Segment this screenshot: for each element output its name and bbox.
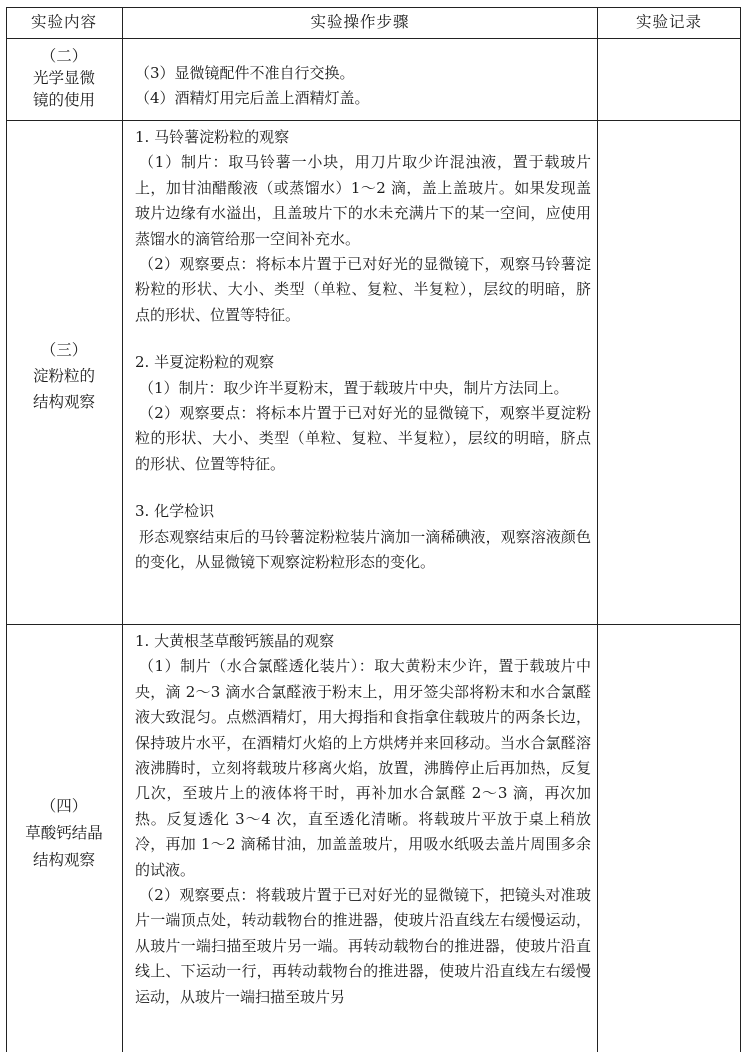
row-label (6, 45, 122, 111)
step-paragraph: （1）制片（水合氯醛透化装片）：取大黄粉末少许，置于载玻片中央，滴 2～3 滴水合氯醛液于粉末上，用牙签尖部将粉末和水合氯醛液大致混匀。点燃酒精灯，用大拇指和食指拿住载玻片的两条长边，保持玻片水平，在酒精灯火焰的上方烘烤并来回移动。当水合氯醛溶液沸腾时，立刻将载玻片移离火焰，放置，沸腾停止后再加热，反复几次，至玻片上的液体将干时，再补加水合氯醛 2～3 滴，再次加热。反复透化 3～4 次，直至透化清晰。将载玻片平放于桌上稍放冷，再加 1～2 滴稀甘油，加盖盖玻片，用吸水纸吸去盖片周围多余的试液。 (135, 657, 591, 879)
col-divider-2 (597, 7, 598, 1052)
row-steps (123, 629, 597, 1010)
step-paragraph: （2）观察要点：将载玻片置于已对好光的显微镜下，把镜头对准玻片一端顶点处，转动载物台的推进器，使玻片沿直线左右缓慢运动，从玻片一端扫描至玻片另一端。再转动载物台的推进器，使玻片沿直线上、下运动一行，再转动载物台的推进器，使玻片沿直线左右缓慢运动，从玻片一端扫描至玻片另 (135, 886, 591, 1006)
row-label-line: 淀粉粒的 (32, 367, 95, 385)
step-heading: 2. 半夏淀粉粒的观察 (135, 353, 275, 372)
step-heading: 3. 化学检识 (135, 502, 215, 521)
step-paragraph: 形态观察结束后的马铃薯淀粉粒装片滴加一滴稀碘液，观察溶液颜色的变化，从显微镜下观察淀粉粒形态的变化。 (135, 527, 591, 572)
step-heading: 1. 大黄根茎草酸钙簇晶的观察 (135, 632, 335, 650)
row-label (6, 337, 122, 415)
row-label-line: （三） (40, 341, 88, 359)
step-paragraph: （1）制片：取马铃薯一小块，用刀片取少许混浊液，置于载玻片上，加甘油醋酸液（或蒸馏水）1～2 滴，盖上盖玻片。如果发现盖玻片边缘有水溢出，且盖玻片下的水未充满片下的某一空间，应使用蒸馏水的滴管给那一空间补充水。 (135, 153, 591, 248)
step-paragraph: （1）制片：取少许半夏粉末，置于载玻片中央，制片方法同上。 (139, 378, 569, 397)
row-label-line: （四） (40, 797, 88, 815)
header-bottom-border (6, 38, 741, 39)
step-paragraph: （2）观察要点：将标本片置于已对好光的显微镜下，观察半夏淀粉粒的形状、大小、类型（单粒、复粒、半复粒），层纹的明暗，脐点的形状、位置等特征。 (135, 404, 591, 473)
step-heading: 1. 马铃薯淀粉粒的观察 (135, 128, 290, 146)
row-label-line: 结构观察 (32, 393, 95, 411)
row-label (6, 793, 122, 874)
row2-top-border (6, 120, 741, 121)
table-right-border (740, 7, 741, 1052)
row-steps (123, 61, 597, 112)
row-label-line: （二） (40, 47, 88, 65)
experiment-table (6, 7, 741, 1052)
header-content: 实验内容 (30, 13, 97, 31)
header-steps: 实验操作步骤 (310, 13, 410, 31)
step-paragraph: （2）观察要点：将标本片置于已对好光的显微镜下，观察马铃薯淀粉粒的形状、大小、类型（单粒、复粒、半复粒），层纹的明暗，脐点的形状、位置等特征。 (135, 255, 591, 324)
row-label-line: 镜的使用 (32, 91, 95, 109)
step-paragraph: （3）显微镜配件不准自行交换。 (135, 64, 355, 82)
row-steps (123, 125, 597, 576)
row-label-line: 草酸钙结晶 (25, 824, 103, 842)
row-label-line: 光学显微 (32, 69, 95, 87)
row3-top-border (6, 624, 741, 625)
table-left-border (6, 7, 7, 1052)
step-paragraph: （4）酒精灯用完后盖上酒精灯盖。 (135, 89, 370, 108)
header-record: 实验记录 (635, 13, 702, 31)
row-label-line: 结构观察 (32, 851, 95, 869)
